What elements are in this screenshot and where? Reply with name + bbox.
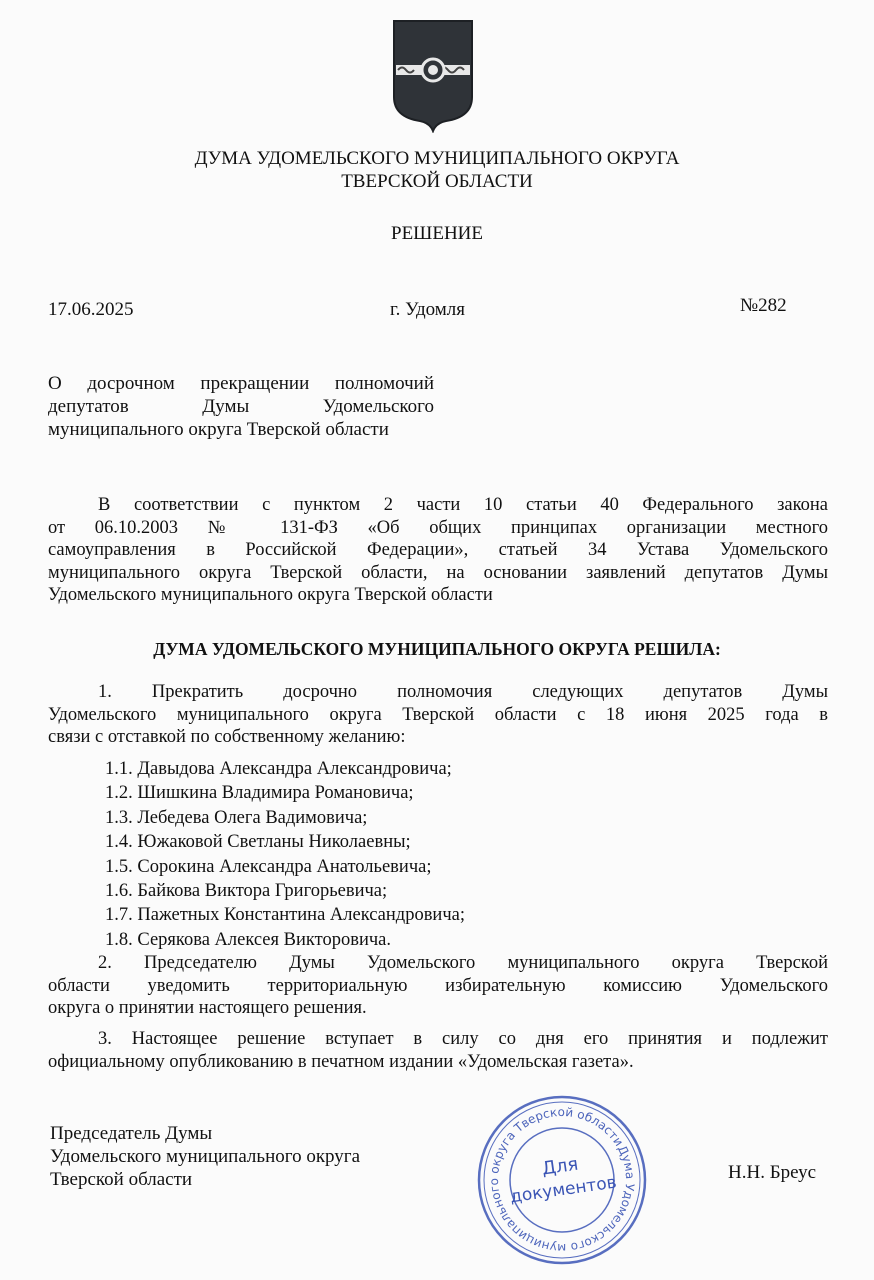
signatory-name: Н.Н. Бреус	[728, 1162, 816, 1183]
document-city: г. Удомля	[390, 299, 465, 320]
stamp-center-line-2: документов	[508, 1172, 618, 1208]
preamble-line-5: Удомельского муниципального округа Тверской области	[48, 585, 493, 605]
item-1-line-2: Удомельского муниципального округа Тверской области с 18 июня 2025 года в	[48, 704, 828, 725]
document-number: №282	[740, 295, 787, 316]
list-item: 1.6. Байкова Виктора Григорьевича;	[105, 881, 388, 902]
stamp-center-line-1: Для	[540, 1153, 580, 1180]
item-1-line-3: связи с отставкой по собственному желанию:	[48, 727, 406, 747]
signatory-line-3: Тверской области	[50, 1169, 193, 1190]
subject-line-1: О досрочном прекращении полномочий	[48, 373, 434, 394]
item-2	[48, 952, 828, 1020]
list-item: 1.7. Пажетных Константина Александровича;	[105, 905, 465, 926]
preamble-paragraph	[48, 494, 828, 607]
item-1	[48, 681, 828, 749]
list-item: 1.8. Серякова Алексея Викторовича.	[105, 929, 392, 950]
document-subject	[48, 372, 434, 441]
item-1-line-1: 1. Прекратить досрочно полномочия следующих депутатов Думы	[98, 682, 828, 702]
org-line-1: ДУМА УДОМЕЛЬСКОГО МУНИЦИПАЛЬНОГО ОКРУГА	[194, 148, 680, 169]
item-3-line-2: официальному опубликованию в печатном издании «Удомельская газета».	[48, 1051, 634, 1072]
list-item: 1.3. Лебедева Олега Вадимовича;	[105, 807, 368, 828]
list-item: 1.5. Сорокина Александра Анатольевича;	[105, 856, 432, 877]
item-3	[48, 1028, 828, 1073]
preamble-line-2: от 06.10.2003 № 131-ФЗ «Об общих принципах организации местного	[48, 517, 828, 538]
signatory-line-1: Председатель Думы	[50, 1123, 213, 1144]
document-date: 17.06.2025	[48, 299, 134, 320]
item-2-line-2: области уведомить территориальную избирательную комиссию Удомельского	[48, 975, 828, 996]
list-item: 1.1. Давыдова Александра Александровича;	[105, 759, 452, 779]
org-line-2: ТВЕРСКОЙ ОБЛАСТИ	[341, 171, 533, 192]
item-2-line-1: 2. Председателю Думы Удомельского муниципального округа Тверской	[98, 953, 828, 973]
deputies-list	[105, 757, 465, 952]
subject-line-3: муниципального округа Тверской области	[48, 419, 389, 440]
signatory-title	[50, 1122, 450, 1191]
document-type: РЕШЕНИЕ	[391, 223, 483, 244]
coat-of-arms-emblem	[390, 17, 476, 133]
preamble-line-3: самоуправления в Российской Федерации», статьей 34 Устава Удомельского	[48, 540, 828, 560]
decision-heading: ДУМА УДОМЕЛЬСКОГО МУНИЦИПАЛЬНОГО ОКРУГА РЕШИЛА:	[153, 639, 721, 659]
item-2-line-3: округа о принятии настоящего решения.	[48, 998, 367, 1018]
preamble-line-1: В соответствии с пунктом 2 части 10 статьи 40 Федерального закона	[98, 495, 828, 515]
item-3-line-1: 3. Настоящее решение вступает в силу со дня его принятия и подлежит	[98, 1029, 828, 1049]
signatory-line-2: Удомельского муниципального округа	[50, 1146, 361, 1167]
preamble-line-4: муниципального округа Тверской области, на основании заявлений депутатов Думы	[48, 562, 828, 583]
list-item: 1.4. Южаковой Светланы Николаевны;	[105, 832, 411, 853]
official-stamp	[476, 1094, 648, 1266]
stamp-ring-text: Дума Удомельского муниципального округа Тверской области	[486, 1104, 638, 1256]
organization-title	[0, 147, 874, 193]
subject-line-2: депутатов Думы Удомельского	[48, 396, 434, 417]
list-item: 1.2. Шишкина Владимира Романовича;	[105, 783, 414, 804]
